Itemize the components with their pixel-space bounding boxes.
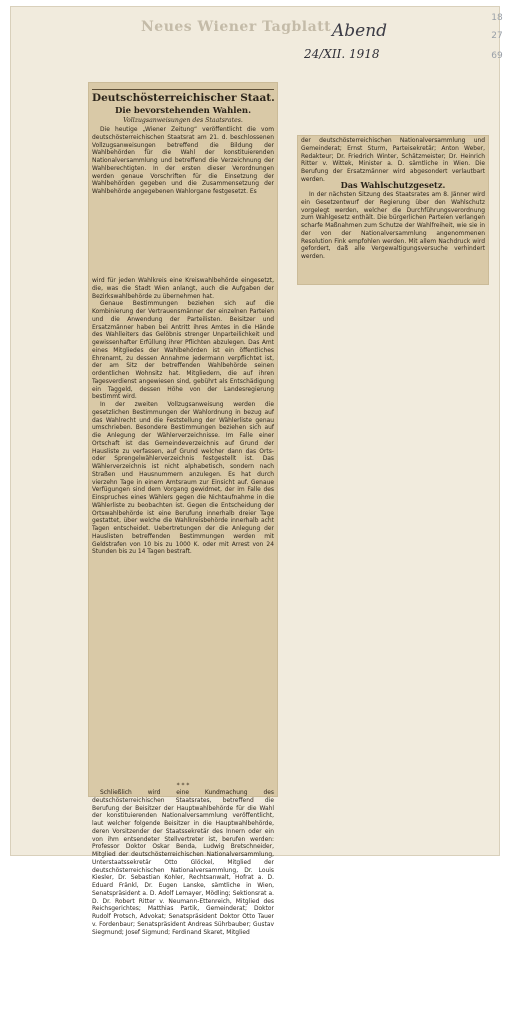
main-article-clipping [88, 82, 278, 936]
handwritten-date: 24/XII. 1918 [304, 47, 380, 61]
corner-mark-bottom: 69 [491, 51, 503, 61]
corner-mark-top: 18 [491, 13, 503, 23]
side-article-clipping [297, 135, 489, 285]
article-title: Deutschösterreichischer Staat. [92, 89, 274, 104]
article-paragraph: wird für jeden Wahlkreis eine Kreiswahlbehörde eingesetzt, die, was die Stadt Wien anlangt, auch die Aufgaben der Bezirkswahlbehörde zu übernehmen hat. [92, 277, 274, 300]
side-article-title: Das Wahlschutzgesetz. [340, 180, 446, 190]
article-paragraph: Schließlich wird eine Kundmachung des deutschösterreichischen Staatsrates, betreffend die Berufung der Beisitzer der Hauptwahlbehörde für die Wahl der konstituierenden Nationalversammlung veröffentlicht, laut welcher folgende Beisitzer in die Hauptwahlbehörde, deren Vorsitzender der Staatssekretär des Innern oder ein von ihm entsendeter Stellvertreter ist, berufen werden: Professor Doktor Oskar Benda, Ludwig Bretschneider, Mitglied der deutschösterreichischen Nationalversammlung, Unterstaatssekretär Otto Glöckel, Mitglied der deutschösterreichischen Nationalversammlung, Dr. Louis Kiesler, Dr. Sebastian Kohler, Rechtsanwalt, Hofrat a. D. Eduard Fränkl, Dr. Eugen Lanske, sämtliche in Wien, Senatspräsident a. D. Adolf Lemayer, Mödling; Sektionsrat a. D. Dr. Robert Ritter v. Neumann-Ettenreich, Mitglied des Reichsgerichtes; Matthias Partik, Gemeinderat; Doktor Rudolf Protsch, Advokat; Senatspräsident Doktor Otto Tauer v. Fordenbaur; Senatspräsident Andreas Sührbauber; Gustav Siegmund; Josef Sigmund; Ferdinand Skaret, Mitglied [92, 789, 274, 936]
article-paragraph: Die heutige „Wiener Zeitung“ veröffentlicht die vom deutschösterreichischen Staatsrat am 21. d. beschlossenen Vollzugsanweisungen betreffend die Bildung der Wahlbehörden für die Wahl der konstituierenden Nationalversammlung und betreffend die Verzeichnung der Wahlberechtigten. In der ersten dieser Verordnungen werden genaue Vorschriften für die Einsetzung der Wahlbehörden gegeben und die Zusammensetzung der Wahlbehörde angegebenen Wahlorgane festgesetzt. Es [92, 126, 274, 195]
side-continuation-text: der deutschösterreichischen Nationalversammlung und Gemeinderat; Ernst Sturm, Parteisekretär; Anton Weber, Redakteur; Dr. Friedrich Winter, Schätzmeister; Dr. Heinrich Ritter v. Wittek, Minister a. D. sämtliche in Wien. Die Berufung der Ersatzmänner wird abgesondert verlautbart werden. [301, 137, 485, 183]
article-block-intro [92, 126, 274, 277]
side-block-top [301, 137, 485, 183]
article-block-regulations [92, 277, 274, 782]
article-paragraph: Genaue Bestimmungen beziehen sich auf die Kombinierung der Vertrauensmänner der einzelnen Parteien und die Anwendung der Parteilisten. Beisitzer und Ersatzmänner haben bei Antritt ihres Amtes in die Hände des Wahlleiters das Gelöbnis strenger Unparteilichkeit und gewissenhafter Erfüllung ihrer Pflichten abzulegen. Das Amt eines Mitgliedes der Wahlbehörden ist ein öffentliches Ehrenamt, zu dessen Annahme jedermann verpflichtet ist, der am Sitz der betreffenden Wahlbehörde seinen ordentlichen Wohnsitz hat. Mitgliedern, die auf ihren Tagesverdienst angewiesen sind, gebührt als Entschädigung ein Taggeld, dessen Höhe von der Landesregierung bestimmt wird. [92, 300, 274, 401]
handwritten-edition: Abend [332, 21, 388, 41]
article-subtitle: Die bevorstehenden Wahlen. [114, 106, 252, 116]
newspaper-masthead: Neues Wiener Tagblatt [141, 19, 332, 35]
section-separator: * * * [176, 782, 190, 789]
article-block-appointments [92, 789, 274, 1009]
article-kicker: Vollzugsanweisungen des Staatsrates. [123, 117, 243, 124]
article-paragraph: In der zweiten Vollzugsanweisung werden die gesetzlichen Bestimmungen der Wahlordnung in bezug auf das Wahlrecht und die Feststellung der Wählerliste genau umschrieben. Besondere Bestimmungen beziehen sich auf die Anlegung der Wählerverzeichnisse. Im Falle einer Ortschaft ist das Gemeindeverzeichnis auf Grund der Hausliste zu verfassen, auf Grund welcher dann das Orts- oder Sprengelwählerverzeichnis festgestellt ist. Das Wählerverzeichnis ist nicht alphabetisch, sondern nach Straßen und Hausnummern anzulegen. Es hat durch vierzehn Tage in einem Amtsraum zur Einsicht auf. Genaue Verfügungen sind dem Vorgang gewidmet, der im Falle des Einspruches eines Wählers gegen die Nichtaufnahme in die Wählerliste zu beobachten ist. Gegen die Entscheidung der Ortswahlbehörde ist eine Berufung innerhalb dreier Tage gestattet, über welche die Wahlkreisbehörde innerhalb acht Tagen entscheidet. Uebertretungen der die Anlegung der Hauslisten betreffenden Bestimmungen werden mit Geldstrafen von 10 bis zu 1000 K. oder mit Arrest von 24 Stunden bis zu 14 Tagen bestraft. [92, 401, 274, 556]
side-article-paragraph: In der nächsten Sitzung des Staatsrates am 8. Jänner wird ein Gesetzentwurf der Regierung über den Wahlschutz vorgelegt werden, welcher die Durchführungsverordnung zum Wahlgesetz enthält. Die bürgerlichen Parteien verlangen scharfe Maßnahmen zum Schutze der Wahlfreiheit, wie sie in der von der Nationalversammlung angenommenen Resolution Fink empfohlen werden. Mit allem Nachdruck wird gefordert, daß alle Vergewaltigungsversuche verhindert werden. [301, 191, 485, 260]
corner-mark-middle: 27 [491, 31, 503, 41]
side-block-body [301, 191, 485, 281]
